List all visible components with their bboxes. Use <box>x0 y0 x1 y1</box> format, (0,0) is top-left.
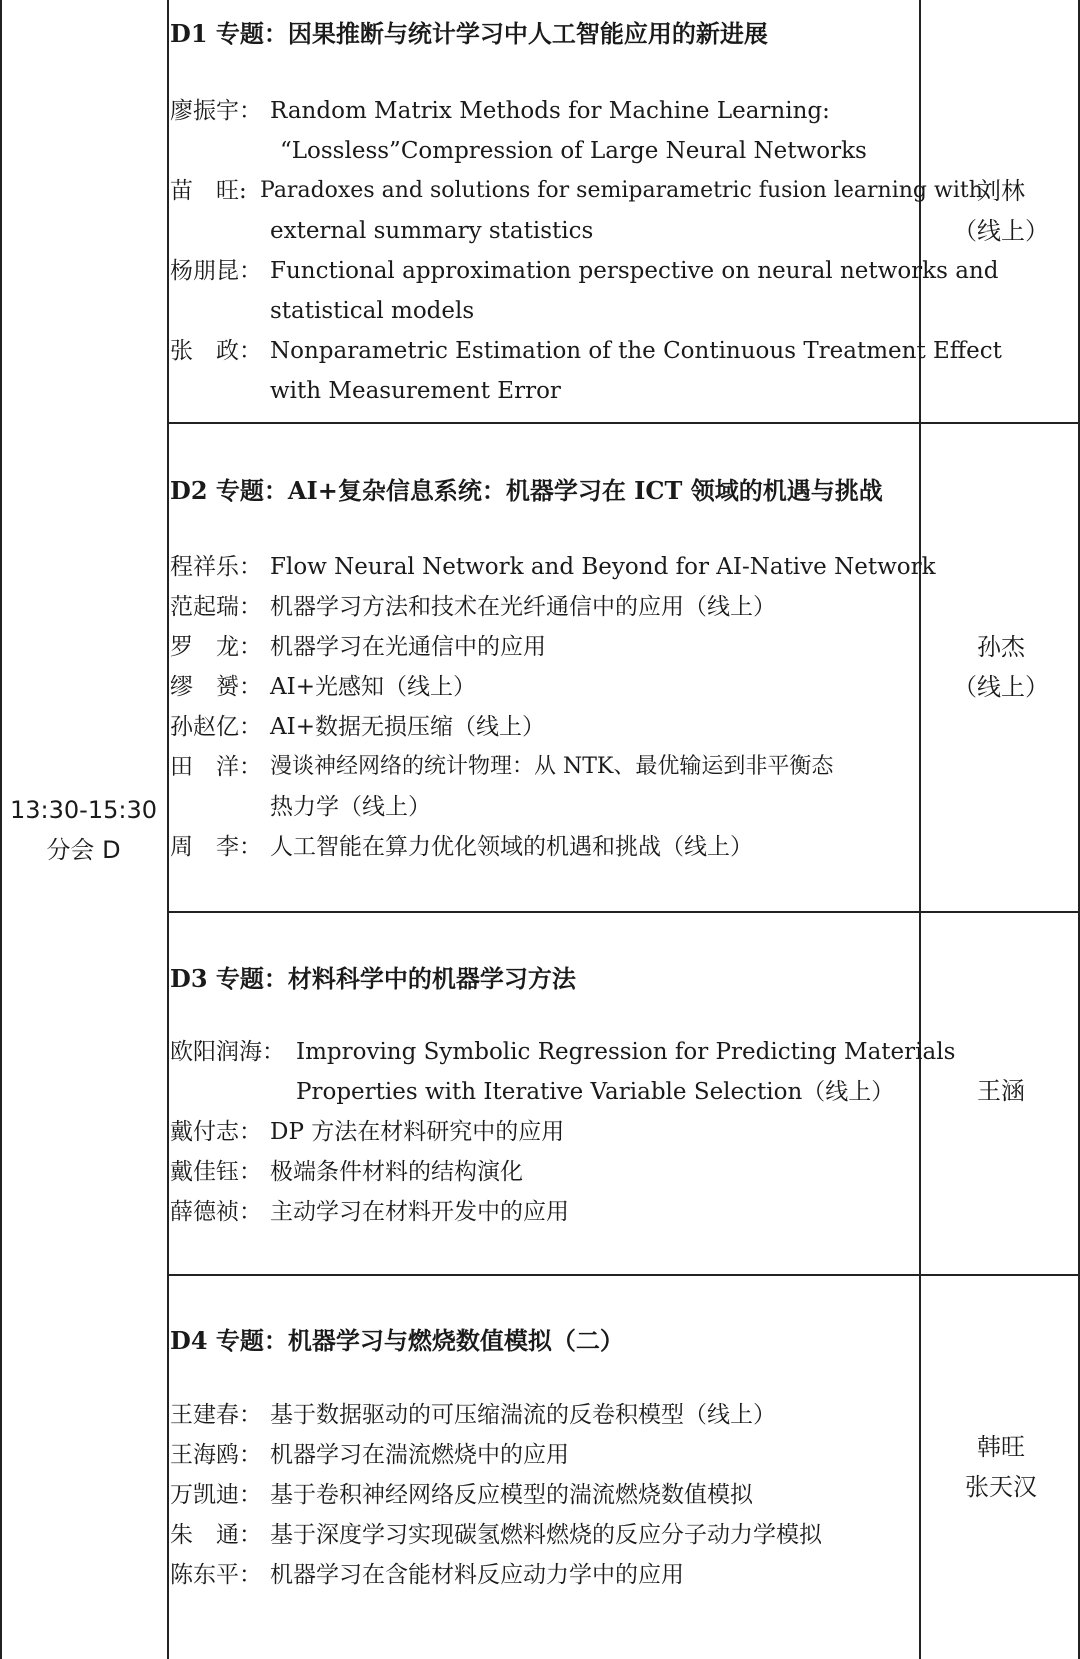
talk-title-line: 机器学习在湍流燃烧中的应用 <box>270 1442 569 1468</box>
column-divider-chair <box>919 0 921 1659</box>
talk-title-line: Nonparametric Estimation of the Continuous Treatment Effect <box>270 338 1002 364</box>
speaker-name: 廖振宇： <box>170 98 262 124</box>
talk-item <box>170 251 999 331</box>
talk-title-line: 机器学习在光通信中的应用 <box>270 634 546 660</box>
talk-item <box>170 1112 918 1152</box>
talk-title-line: 基于深度学习实现碳氢燃料燃烧的反应分子动力学模拟 <box>270 1522 822 1548</box>
talk-item <box>170 1032 956 1112</box>
speaker-name: 杨朋昆： <box>170 258 262 284</box>
session-d2 <box>170 423 936 911</box>
talk-item <box>170 1395 918 1435</box>
session-d4 <box>170 1275 918 1659</box>
talk-title-line: 机器学习在含能材料反应动力学中的应用 <box>270 1562 684 1588</box>
talk-title-line: Random Matrix Methods for Machine Learning: <box>270 98 830 124</box>
speaker-name: 万凯迪： <box>170 1482 262 1508</box>
speaker-name: 陈东平： <box>170 1562 262 1588</box>
talk-item <box>170 1435 918 1475</box>
talk-title-line: 机器学习方法和技术在光纤通信中的应用（线上） <box>270 594 776 620</box>
talk-item <box>170 747 918 827</box>
talk-title-line: Functional approximation perspective on neural networks and <box>270 258 999 284</box>
talk-title-line: Properties with Iterative Variable Selection（线上） <box>296 1079 895 1105</box>
column-divider-time <box>167 0 169 1659</box>
talk-item <box>170 1192 918 1232</box>
talk-title-line: 主动学习在材料开发中的应用 <box>270 1199 569 1225</box>
chair-note: （线上） <box>953 673 1049 701</box>
talk-title-line: with Measurement Error <box>270 378 561 404</box>
speaker-name: 罗 龙： <box>170 634 262 660</box>
talk-item <box>170 1555 918 1595</box>
speaker-name: 范起瑞： <box>170 594 262 620</box>
talk-item <box>170 1152 918 1192</box>
session-title: D3 专题：材料科学中的机器学习方法 <box>170 964 576 993</box>
speaker-name: 苗 旺: <box>170 178 247 204</box>
chair-cell-d2 <box>922 627 1080 707</box>
speaker-name: 戴佳钰： <box>170 1159 262 1185</box>
talk-title-line: external summary statistics <box>270 218 594 244</box>
talk-title-line: Flow Neural Network and Beyond for AI-Native Network <box>270 554 936 580</box>
talk-title-line: statistical models <box>270 298 475 324</box>
talk-title-line: AI+光感知（线上） <box>270 674 476 700</box>
talk-item <box>170 547 936 587</box>
session-title: D2 专题：AI+复杂信息系统：机器学习在 ICT 领域的机遇与挑战 <box>170 476 883 505</box>
talk-title-line: Improving Symbolic Regression for Predicting Materials <box>296 1039 956 1065</box>
speaker-name: 周 李： <box>170 834 262 860</box>
chair-name: 孙杰 <box>977 633 1025 661</box>
chair-cell-d1 <box>922 171 1080 251</box>
chair-cell-d3 <box>922 1071 1080 1111</box>
speaker-name: 张 政： <box>170 338 262 364</box>
speaker-name: 孙赵亿： <box>170 714 262 740</box>
talk-title-line: 漫谈神经网络的统计物理：从 NTK、最优输运到非平衡态 <box>270 754 834 779</box>
talk-title-line: 人工智能在算力优化领域的机遇和挑战（线上） <box>270 834 753 860</box>
speaker-name: 田 洋： <box>170 754 262 780</box>
talk-item <box>170 707 918 747</box>
talk-title-line: 极端条件材料的结构演化 <box>270 1159 523 1185</box>
talk-title-line: 基于数据驱动的可压缩湍流的反卷积模型（线上） <box>270 1402 776 1428</box>
session-d3 <box>170 912 956 1274</box>
chair-note: （线上） <box>953 217 1049 245</box>
talk-item <box>170 627 918 667</box>
talk-title-line: DP 方法在材料研究中的应用 <box>270 1119 565 1145</box>
chair-cell-d4 <box>922 1427 1080 1507</box>
chair-name: 张天汉 <box>965 1473 1037 1501</box>
time-slot-session: 分会 D <box>46 835 121 864</box>
talk-title-line: “Lossless”Compression of Large Neural Networks <box>280 138 867 164</box>
talk-item <box>170 1515 918 1555</box>
speaker-name: 程祥乐： <box>170 554 262 580</box>
talk-item <box>170 331 1002 411</box>
talk-item <box>170 91 918 171</box>
speaker-name: 王建春： <box>170 1402 262 1428</box>
talk-item <box>170 587 918 627</box>
chair-name: 王涵 <box>977 1077 1025 1105</box>
time-slot-cell <box>0 0 167 1659</box>
speaker-name: 薛德祯： <box>170 1199 262 1225</box>
talk-title-line: 热力学（线上） <box>270 794 431 820</box>
speaker-name: 戴付志： <box>170 1119 262 1145</box>
talk-title-line: Paradoxes and solutions for semiparametric fusion learning with <box>260 178 983 203</box>
chair-name: 韩旺 <box>977 1433 1025 1461</box>
time-slot-time: 13:30-15:30 <box>10 795 157 824</box>
talk-item <box>170 827 918 867</box>
speaker-name: 王海鸥： <box>170 1442 262 1468</box>
talk-item <box>170 1475 918 1515</box>
chair-name: 刘林 <box>977 177 1025 205</box>
speaker-name: 缪 赟： <box>170 674 262 700</box>
session-title: D4 专题：机器学习与燃烧数值模拟（二） <box>170 1326 624 1355</box>
talk-item <box>170 667 918 707</box>
talk-title-line: 基于卷积神经网络反应模型的湍流燃烧数值模拟 <box>270 1482 753 1508</box>
session-title: D1 专题：因果推断与统计学习中人工智能应用的新进展 <box>170 19 768 48</box>
speaker-name: 朱 通： <box>170 1522 262 1548</box>
speaker-name: 欧阳润海： <box>170 1039 285 1065</box>
talk-title-line: AI+数据无损压缩（线上） <box>270 714 545 740</box>
talk-item <box>170 171 983 251</box>
